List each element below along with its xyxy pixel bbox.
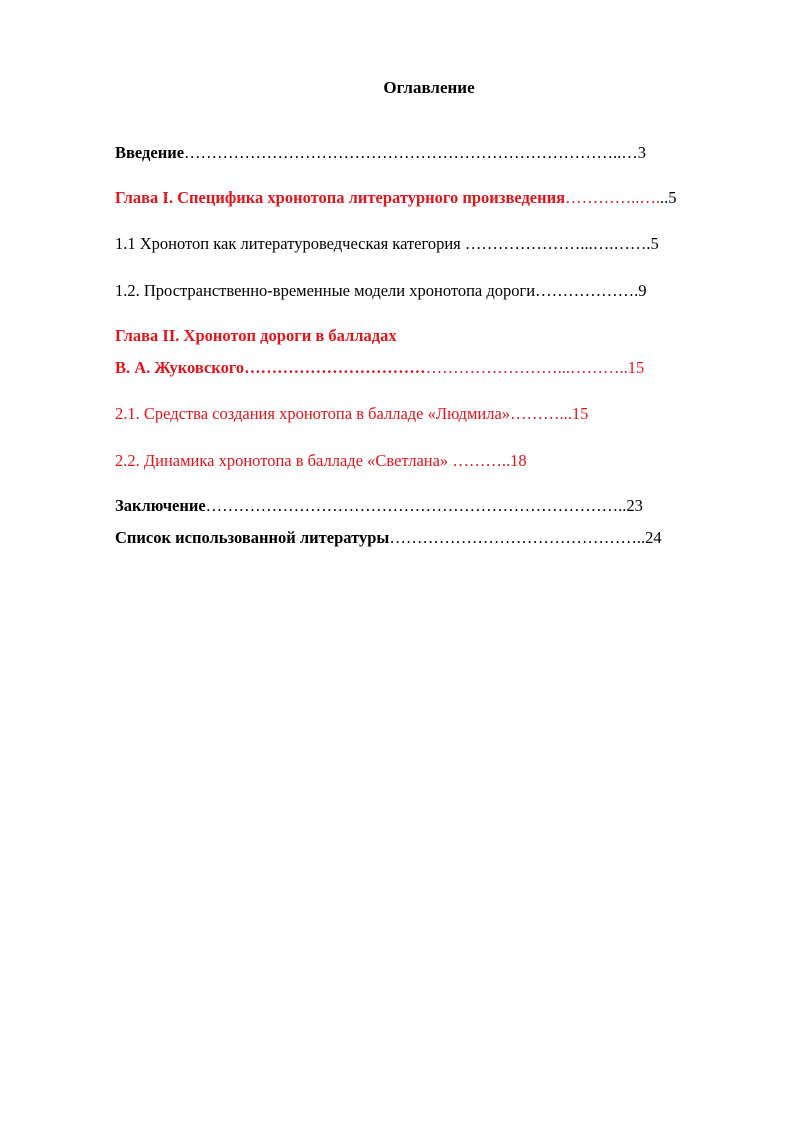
toc-entry-title: Введение — [115, 143, 185, 162]
toc-entry-chapter-1[interactable] — [115, 188, 676, 208]
toc-dot-leader: …………………………… — [244, 358, 426, 377]
toc-page-number: 23 — [626, 496, 643, 515]
toc-entry-section-1-1[interactable] — [115, 234, 659, 254]
toc-entry-title: Глава II. Хронотоп дороги в балладах — [115, 326, 397, 345]
toc-entry-chapter-2-line-2[interactable] — [115, 358, 644, 378]
toc-entry-title: 2.2. Динамика хронотопа в балладе «Светлана» — [115, 451, 453, 470]
toc-entry-section-2-1[interactable] — [115, 404, 588, 424]
toc-page-number: 24 — [645, 528, 662, 547]
toc-entry-title: Заключение — [115, 496, 206, 515]
toc-page-number: 18 — [510, 451, 527, 470]
toc-dot-leader: ………………………………………………………………….. — [205, 496, 627, 515]
toc-entry-references[interactable] — [115, 528, 662, 548]
toc-page-number: 15 — [627, 358, 645, 377]
toc-page-number: 9 — [638, 281, 647, 300]
toc-entry-title: Глава I. Специфика хронотопа литературного произведения — [115, 188, 566, 207]
toc-entry-title: 2.1. Средства создания хронотопа в балладе «Людмила» — [115, 404, 511, 423]
toc-dot-leader: …………………...….……. — [460, 234, 651, 253]
toc-dot-leader: ……………………...……….. — [425, 358, 628, 377]
toc-page-number: 15 — [571, 404, 589, 423]
toc-dot-leader: …………..…. — [565, 188, 660, 207]
toc-entry-title: В. А. Жуковского — [115, 358, 245, 377]
toc-page-number: 3 — [637, 143, 647, 162]
toc-entry-introduction[interactable] — [115, 143, 646, 163]
toc-page-number: ..5 — [659, 188, 677, 207]
toc-dot-leader: ……….. — [452, 451, 511, 470]
toc-dot-leader: ………... — [510, 404, 572, 423]
toc-entry-section-1-2[interactable] — [115, 281, 647, 301]
toc-page-number: 5 — [650, 234, 659, 253]
toc-dot-leader: ………………. — [535, 281, 639, 300]
toc-entry-conclusion[interactable] — [115, 496, 643, 516]
toc-entry-title: 1.2. Пространственно-временные модели хронотопа дороги — [115, 281, 536, 300]
page-title: Оглавление — [383, 78, 475, 97]
toc-entry-chapter-2-line-1[interactable] — [115, 326, 397, 346]
toc-entry-title: 1.1 Хронотоп как литературоведческая категория — [115, 234, 461, 253]
toc-entry-section-2-2[interactable] — [115, 451, 527, 471]
toc-dot-leader: ……………………………………………………………………..… — [184, 143, 638, 162]
toc-dot-leader: ……………………………………….. — [389, 528, 646, 547]
toc-entry-title: Список использованной литературы — [115, 528, 390, 547]
